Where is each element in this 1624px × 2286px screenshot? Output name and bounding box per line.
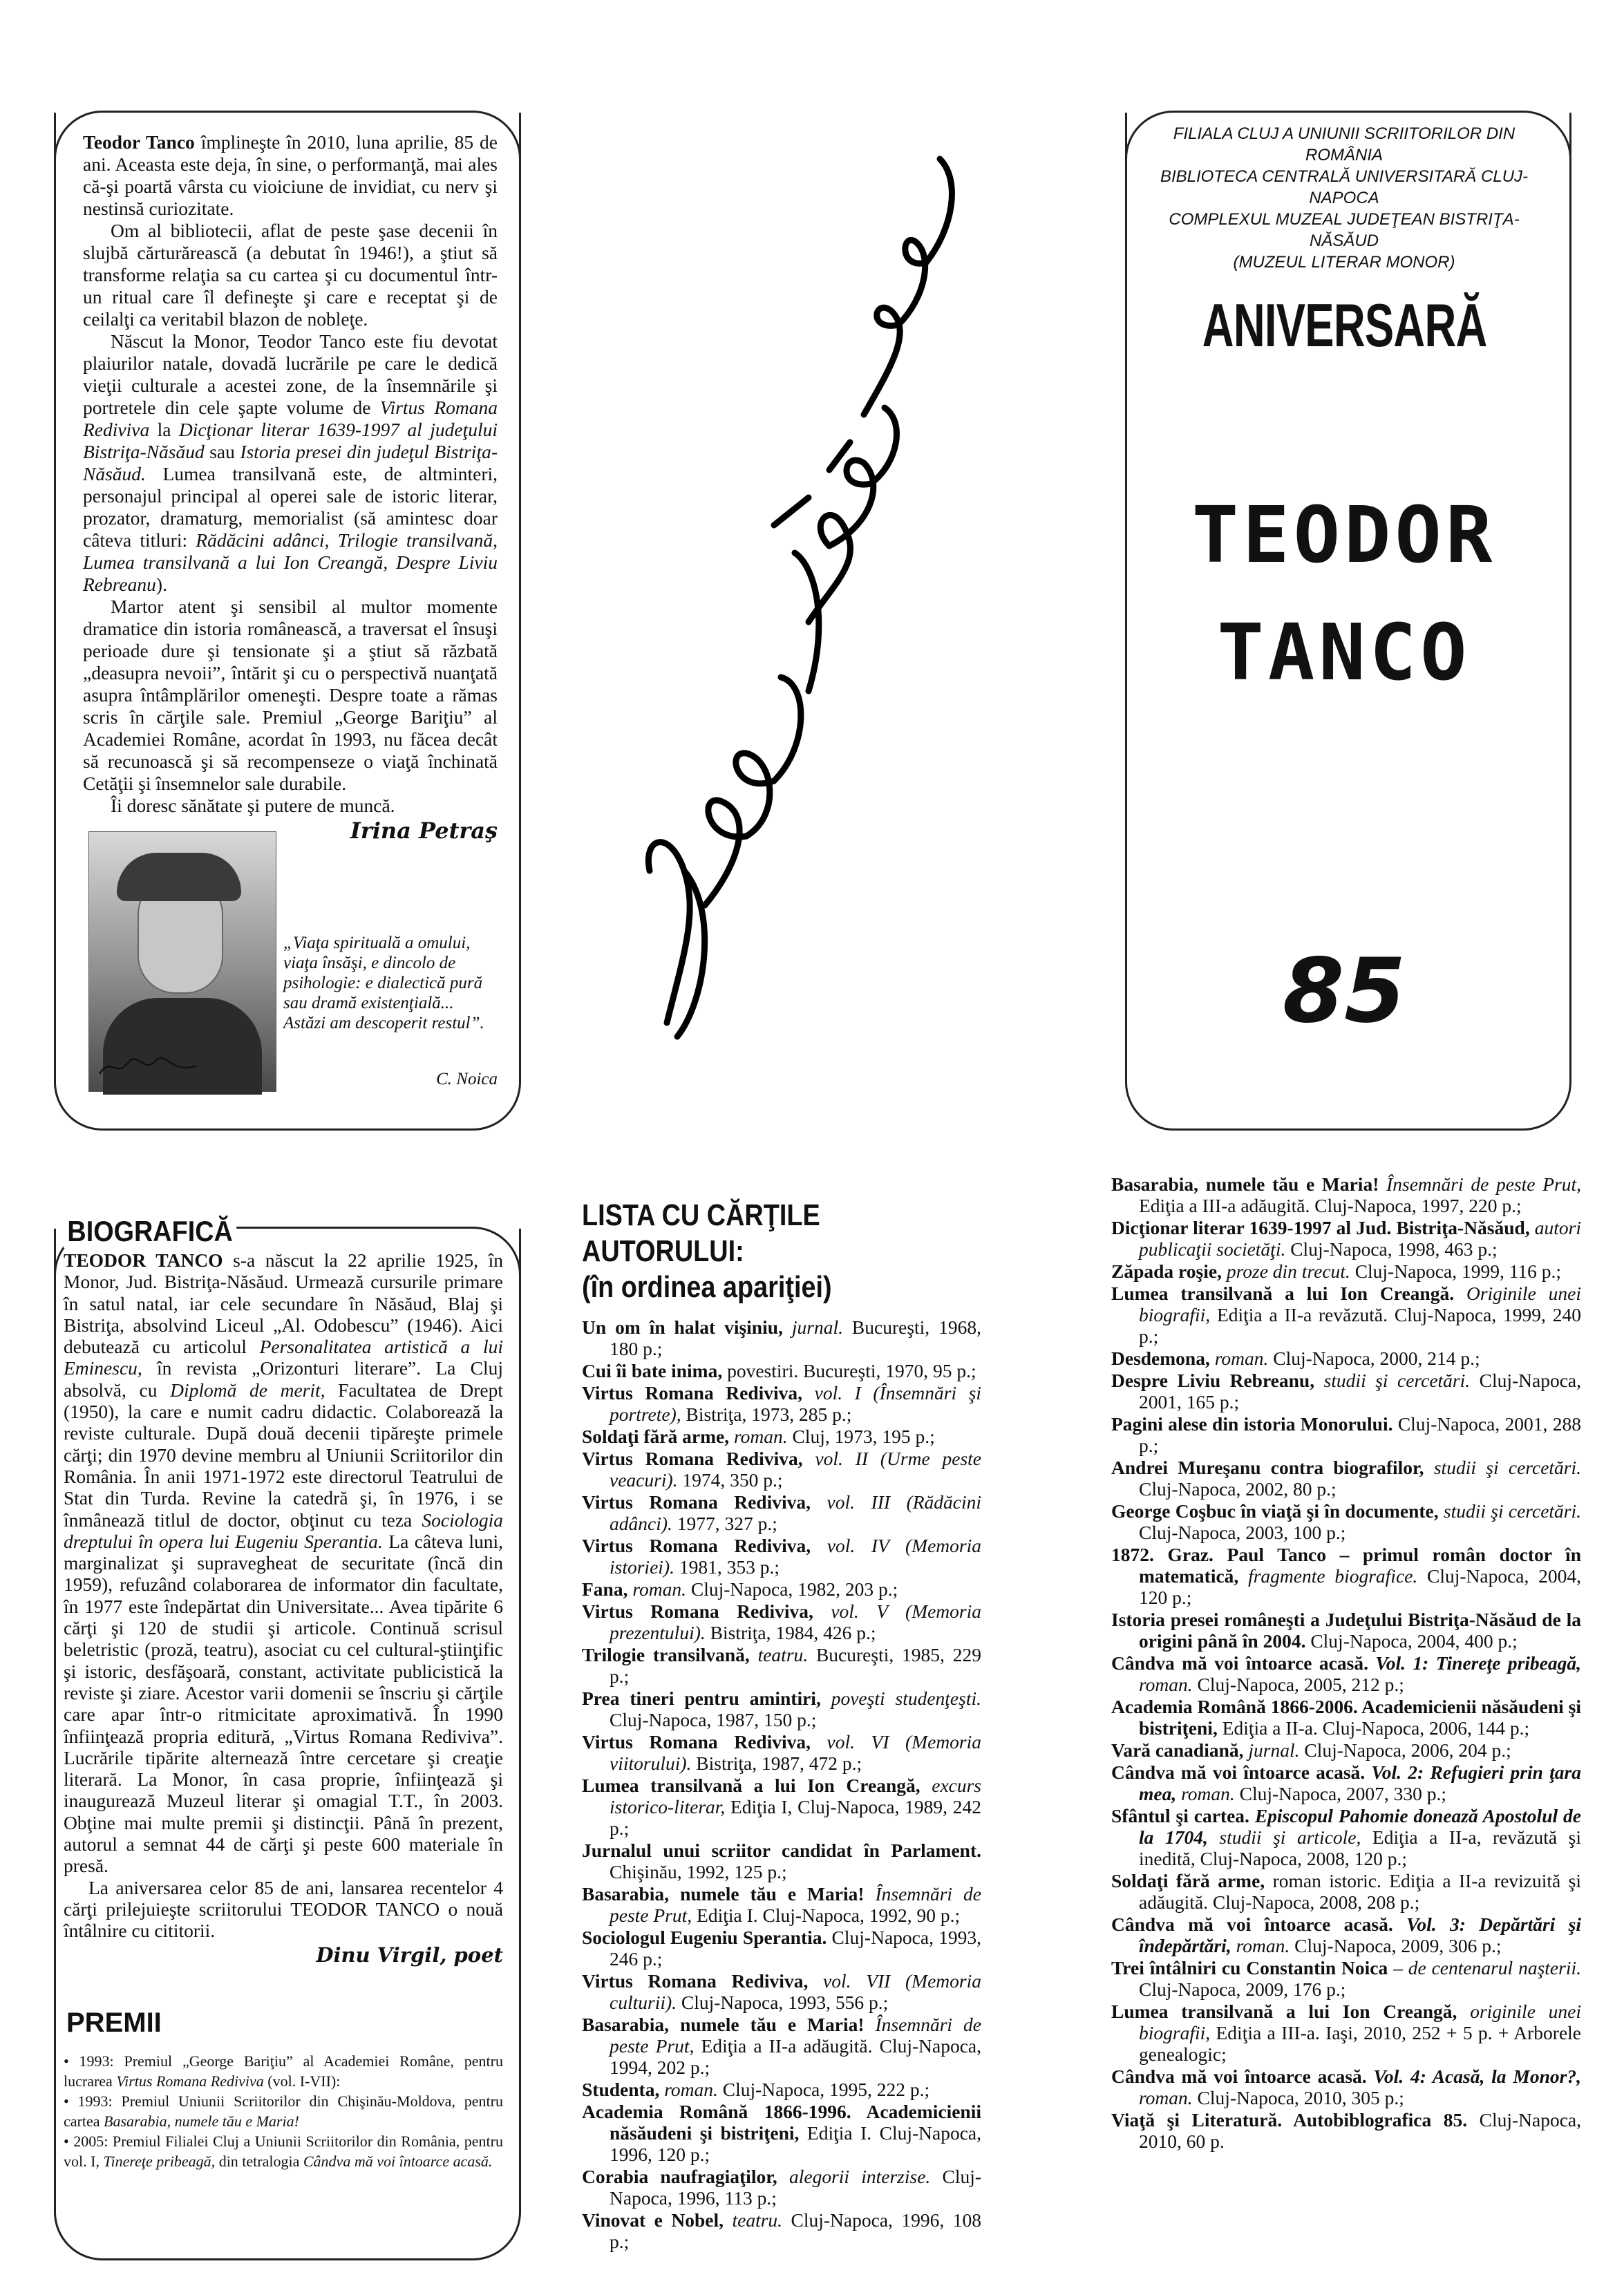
book-item: Andrei Mureşanu contra biografilor, studii şi cercetări. Cluj-Napoca, 2002, 80 p.; <box>1111 1457 1582 1500</box>
award-item: • 2005: Premiul Filialei Cluj a Uniunii Scriitorilor din România, pentru vol. I, Tinereţe pribeagă, din tetralogia Cândva mă voi întoarce acasă. <box>64 2133 503 2170</box>
greeting-paragraph: Om al bibliotecii, aflat de peste şase decenii în slujbă cărturărească (a debutat în 1946!), a ştiut să transforme relaţia sa cu cartea şi cu documentul într-un ritual care îl defineşte şi care e receptat şi de ceilalţi ca veritabil blazon de nobleţe. <box>83 220 498 330</box>
book-item: Fana, roman. Cluj-Napoca, 1982, 203 p.; <box>582 1578 898 1600</box>
book-item: Cândva mă voi întoarce acasă. Vol. 4: Acasă, la Monor?, roman. Cluj-Napoca, 2010, 305 p.; <box>1111 2066 1581 2108</box>
book-item: Dicţionar literar 1639-1997 al Jud. Bistriţa-Năsăud, autori publicaţii societăţi. Cluj-Napoca, 1998, 463 p.; <box>1111 1217 1582 1260</box>
anniversary-age: 85 <box>1282 940 1406 1043</box>
book-item: Jurnalul unui scriitor candidat în Parlament. Chişinău, 1992, 125 p.; <box>582 1840 981 1882</box>
book-item: Cândva mă voi întoarce acasă. Vol. 3: Depărtări şi îndepărtări, roman. Cluj-Napoca, 2009, 306 p.; <box>1111 1914 1582 1956</box>
books-list-column-2 <box>1111 1173 1581 2153</box>
books-heading <box>582 1198 915 1305</box>
book-item: Un om în halat vişiniu, jurnal. Bucureşti, 1968, 180 p.; <box>582 1316 981 1359</box>
book-item: Virtus Romana Rediviva, vol. V (Memoria prezentului). Bistriţa, 1984, 426 p.; <box>582 1600 982 1643</box>
biography-text <box>64 1249 503 1966</box>
awards-list <box>64 2051 503 2171</box>
organizer-line: (MUZEUL LITERAR MONOR) <box>1233 253 1455 272</box>
organizers-block <box>1147 123 1541 273</box>
book-item: Virtus Romana Rediviva, vol. II (Urme peste veacuri). 1974, 350 p.; <box>582 1448 982 1491</box>
greeting-paragraph: Martor atent şi sensibil al multor momente dramatice din istoria românească, a traversat el însuşi perioade dure şi tensionate şi a ştiut să răzbată „deasupra nevoii”, întărit şi cu o perspectivă nuanţată asupra întâmplărilor omeneşti. Despre toate a rămas scris în cărţile sale. Premiul „George Bariţiu” al Academiei Române, acordat în 1993, nu făcea decât să recunoască şi să recompenseze o viaţă închinată Cetăţii şi însemnelor sale durabile. <box>83 596 498 794</box>
book-item: Prea tineri pentru amintiri, poveşti studenţeşti. Cluj-Napoca, 1987, 150 p.; <box>582 1688 981 1730</box>
book-item: Cui îi bate inima, povestiri. Bucureşti, 1970, 95 p.; <box>582 1360 976 1381</box>
book-item: Corabia naufragiaţilor, alegorii interzise. Cluj-Napoca, 1996, 113 p.; <box>582 2166 982 2209</box>
anniversary-title: ANIVERSARĂ <box>1202 291 1487 359</box>
greeting-text <box>83 131 498 842</box>
book-item: Virtus Romana Rediviva, vol. I (Însemnări şi portrete), Bistriţa, 1973, 285 p.; <box>582 1382 981 1425</box>
book-item: Sfântul şi cartea. Episcopul Pahomie donează Apostolul de la 1704, studii şi articole, Ediţia a II-a, revăzută şi inedită, Cluj-Napoca, 2008, 120 p.; <box>1111 1805 1582 1869</box>
book-item: Trilogie transilvană, teatru. Bucureşti, 1985, 229 p.; <box>582 1644 981 1687</box>
author-photo <box>88 831 276 1092</box>
book-item: Sociologul Eugeniu Sperantia. Cluj-Napoca, 1993, 246 p.; <box>582 1927 981 1969</box>
book-item: Virtus Romana Rediviva, vol. VII (Memoria culturii). Cluj-Napoca, 1993, 556 p.; <box>582 1970 981 2013</box>
greeting-paragraph: Teodor Tanco împlineşte în 2010, luna aprilie, 85 de ani. Aceasta este deja, în sine, o performanţă, mai ales că-şi poartă vârsta cu vioiciune de invidiat, cu nerv şi nestinsă curiozitate. <box>83 131 498 219</box>
organizer-line: BIBLIOTECA CENTRALĂ UNIVERSITARĂ CLUJ-NAPOCA <box>1160 167 1529 207</box>
book-item: Desdemona, roman. Cluj-Napoca, 2000, 214 p.; <box>1111 1348 1480 1369</box>
autograph-signature-icon <box>601 138 1016 1106</box>
book-item: Basarabia, numele tău e Maria! Însemnări de peste Prut, Ediţia I. Cluj-Napoca, 1992, 90 p.; <box>582 1883 981 1926</box>
book-item: Pagini alese din istoria Monorului. Cluj-Napoca, 2001, 288 p.; <box>1111 1413 1581 1456</box>
book-item: Viaţă şi Literatură. Autobiblografica 85. Cluj-Napoca, 2010, 60 p. <box>1111 2109 1582 2152</box>
book-item: Virtus Romana Rediviva, vol. VI (Memoria viitorului). Bistriţa, 1987, 472 p.; <box>582 1731 982 1774</box>
author-last-name: TANCO <box>1217 608 1471 698</box>
book-item: Despre Liviu Rebreanu, studii şi cercetări. Cluj-Napoca, 2001, 165 p.; <box>1111 1370 1582 1413</box>
book-item: Cândva mă voi întoarce acasă. Vol. 1: Tinereţe pribeagă, roman. Cluj-Napoca, 2005, 212 p.; <box>1111 1652 1582 1695</box>
book-item: Trei întâlniri cu Constantin Noica – de centenarul naşterii. Cluj-Napoca, 2009, 176 p.; <box>1111 1957 1581 2000</box>
greeting-paragraph: Îi doresc sănătate şi putere de muncă. <box>111 795 395 816</box>
books-heading-subline: (în ordinea apariţiei) <box>582 1270 832 1304</box>
biography-heading: BIOGRAFICĂ <box>64 1215 236 1248</box>
books-heading-line: LISTA CU CĂRŢILE AUTORULUI: <box>582 1198 820 1268</box>
noica-quote: „Viaţa spirituală a omului, viaţa însăşi, e dincolo de psihologie: e dialectică pură sau dramă existenţială... Astăzi am descoperit restul”. <box>283 934 484 1032</box>
book-item: Virtus Romana Rediviva, vol. IV (Memoria istoriei). 1981, 353 p.; <box>582 1535 982 1578</box>
book-item: Virtus Romana Rediviva, vol. III (Rădăcini adânci). 1977, 327 p.; <box>582 1491 982 1534</box>
greeting-signature: Irina Petraş <box>350 818 498 844</box>
biography-paragraph: TEODOR TANCO s-a născut la 22 aprilie 1925, în Monor, Jud. Bistriţa-Năsăud. Urmează cursurile primare în satul natal, iar cele secundare în Năsăud, Blaj şi Bistriţa, absolvind Liceul „Al. Odobescu” (1946). Aici debutează cu articolul Personalitatea artistică a lui Eminescu, în revista „Orizonturi literare”. La Cluj absolvă, cu Diplomă de merit, Facultatea de Drept (1950), la care e numit cadru didactic. Colaborează la reviste culturale. După două decenii tipăreşte primele cărţi; din 1970 devine membru al Uniunii Scriitorilor din România. În anii 1971-1972 este directorul Teatrului de Stat din Turda. Revine la catedră şi, în 1976, i se înmânează titlul de doctor, obţinut cu teza Sociologia dreptului în opera lui Eugeniu Sperantia. La câteva luni, marginalizat şi supravegheat de securitate (încă din 1959), refuzând colaborarea de informator din facultate, în 1977 este îndepărtat din Universitate... Avea tipărite 6 cărţi şi 120 de studii şi articole. Continuă scrisul beletristic (proză, teatru), asociat cu cel cultural-ştiinţific şi istoric, desfăşoară, constant, activitate publicistică la reviste şi ziare. Acestor varii domenii se înscriu şi cărţile care apar într-o ritmicitate aproximativă. În 1990 înfiinţează propria editură, „Virtus Romana Rediviva”. Lucrările tipărite alternează între cercetare şi creaţie literară. La Monor, în casa proprie, înfiinţează şi inaugurează Muzeul literar şi omagial T.T., în 2003. Obţine mai multe premii şi distincţii. Până în prezent, autorul a semnat 44 de cărţi şi peste 600 materiale în presă. <box>64 1249 504 1877</box>
award-item: • 1993: Premiul „George Bariţiu” al Academiei Române, pentru lucrarea Virtus Romana Rediviva (vol. I-VII): <box>64 2052 503 2090</box>
author-first-name: TEODOR <box>1191 491 1497 580</box>
book-item: Istoria presei româneşti a Judeţului Bistriţa-Năsăud de la origini până în 2004. Cluj-Napoca, 2004, 400 p.; <box>1111 1609 1581 1652</box>
book-item: Basarabia, numele tău e Maria! Însemnări de peste Prut, Ediţia a II-a adăugită. Cluj-Napoca, 1994, 202 p.; <box>582 2014 981 2078</box>
book-item: Soldaţi fără arme, roman istoric. Ediţia a II-a revizuită şi adăugită. Cluj-Napoca, 2008, 208 p.; <box>1111 1870 1581 1913</box>
book-item: Academia Română 1866-2006. Academicienii năsăudeni şi bistriţeni, Ediţia a II-a. Cluj-Napoca, 2006, 144 p.; <box>1111 1696 1581 1739</box>
book-item: Vinovat e Nobel, teatru. Cluj-Napoca, 1996, 108 p.; <box>582 2209 981 2252</box>
organizer-line: COMPLEXUL MUZEAL JUDEŢEAN BISTRIŢA-NĂSĂUD <box>1169 210 1520 250</box>
award-item: • 1993: Premiul Uniunii Scriitorilor din Chişinău-Moldova, pentru cartea Basarabia, numele tău e Maria! <box>64 2093 503 2130</box>
awards-heading: PREMII <box>64 2008 164 2039</box>
book-item: Basarabia, numele tău e Maria! Însemnări de peste Prut, Ediţia a III-a adăugită. Cluj-Napoca, 1997, 220 p.; <box>1111 1173 1581 1216</box>
book-item: Lumea transilvană a lui Ion Creangă. Originile unei biografii, Ediţia a II-a revăzută. Cluj-Napoca, 1999, 240 p.; <box>1111 1283 1582 1347</box>
books-list-column-1 <box>582 1316 981 2253</box>
book-item: 1872. Graz. Paul Tanco – primul român doctor în matematică, fragmente biografice. Cluj-Napoca, 2004, 120 p.; <box>1111 1544 1581 1608</box>
biography-signature: Dinu Virgil, poet <box>316 1943 503 1967</box>
book-item: Soldaţi fără arme, roman. Cluj, 1973, 195 p.; <box>582 1426 935 1447</box>
book-item: Studenta, roman. Cluj-Napoca, 1995, 222 p.; <box>582 2079 930 2100</box>
organizer-line: FILIALA CLUJ A UNIUNII SCRIITORILOR DIN ROMÂNIA <box>1173 124 1516 164</box>
greeting-paragraph: Născut la Monor, Teodor Tanco este fiu devotat plaiurilor natale, dovadă lucrările pe care le dedică vieţii culturale a acestei zone, de la însemnările şi portretele din cele şapte volume de Virtus Romana Rediviva la Dicţionar literar 1639-1997 al judeţului Bistriţa-Năsăud sau Istoria presei din judeţul Bistriţa-Năsăud. Lumea transilvană este, de altminteri, personajul principal al operei sale de istoric literar, prozator, dramaturg, memorialist (să amintesc doar câteva titluri: Rădăcini adânci, Trilogie transilvană, Lumea transilvană a lui Ion Creangă, Despre Liviu Rebreanu). <box>83 330 498 595</box>
book-item: Zăpada roşie, proze din trecut. Cluj-Napoca, 1999, 116 p.; <box>1111 1260 1562 1282</box>
book-item: Lumea transilvană a lui Ion Creangă, excurs istorico-literar, Ediţia I, Cluj-Napoca, 1989, 242 p.; <box>582 1775 982 1839</box>
book-item: Vară canadiană, jurnal. Cluj-Napoca, 2006, 204 p.; <box>1111 1739 1511 1761</box>
biography-paragraph: La aniversarea celor 85 de ani, lansarea recentelor 4 cărţi prilejuieşte scriitorului TEODOR TANCO o nouă întâlnire cu cititorii. <box>64 1876 503 1942</box>
noica-quote-author: C. Noica <box>436 1070 498 1088</box>
photo-autograph-icon <box>96 1053 200 1081</box>
book-item: Lumea transilvană a lui Ion Creangă, originile unei biografii, Ediţia a III-a. Iaşi, 2010, 252 + 5 p. + Arborele genealogic; <box>1111 2001 1581 2065</box>
book-item: Cândva mă voi întoarce acasă. Vol. 2: Refugieri prin ţara mea, roman. Cluj-Napoca, 2007, 330 p.; <box>1111 1761 1581 1804</box>
book-item: George Coşbuc în viaţă şi în documente, studii şi cercetări. Cluj-Napoca, 2003, 100 p.; <box>1111 1500 1582 1543</box>
book-item: Academia Română 1866-1996. Academicienii năsăudeni şi bistriţeni, Ediţia I. Cluj-Napoca, 1996, 120 p.; <box>582 2101 981 2165</box>
